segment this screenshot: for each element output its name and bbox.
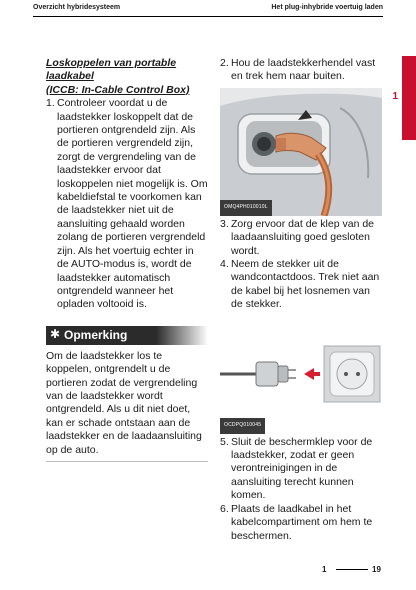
step-4	[220, 258, 382, 312]
chapter-tab	[402, 56, 416, 140]
step-2-number: 2.	[220, 57, 229, 69]
figure-wall-socket	[220, 318, 382, 434]
step-2-text: Hou de laadstekkerhendel vast en trek hem naar buiten.	[231, 57, 376, 83]
step-5-text: Sluit de beschermklep voor de laadstekker, zodat er geen verontreinigingen in de aansluiting terecht kunnen komen.	[231, 435, 373, 502]
note-divider	[46, 461, 208, 462]
step-6-number: 6.	[220, 502, 229, 515]
chapter-tab-number: 1	[392, 91, 398, 102]
step-3-number: 3.	[220, 217, 229, 230]
figure-1-code: OMQ4PH010010L	[220, 200, 272, 215]
section-title	[46, 57, 208, 97]
figure-unplug-charger	[220, 88, 382, 216]
step-3	[220, 218, 382, 258]
header-chapter-title: Het plug-inhybride voertuig laden	[271, 4, 383, 11]
step-4-number: 4.	[220, 258, 229, 271]
section-title-line1: Loskoppelen van portable laadkabel	[46, 57, 177, 83]
note-text: Om de laadstekker los te koppelen, ontgrendelt u de portieren zodat de vergrendeling van de laadstekker wordt ontgrendeld. Als u dit niet doet, kan er schade ontstaan aan de laadstekker en de laadaansluiting op de auto.	[46, 349, 202, 456]
footer-page-number: 19	[372, 565, 381, 574]
plug-and-socket-illustration	[220, 318, 382, 434]
step-5	[220, 436, 382, 503]
note-header	[46, 326, 208, 345]
step-2	[220, 57, 382, 84]
step-4-text: Neem de stekker uit de wandcontactdoos. Trek niet aan de kabel bij het losnemen van de stekker.	[231, 258, 380, 311]
left-column	[46, 57, 208, 462]
charging-port-illustration	[220, 88, 382, 216]
step-1	[46, 97, 208, 312]
section-title-line2: (ICCB: In-Cable Control Box)	[46, 83, 190, 96]
step-1-number: 1.	[46, 97, 55, 110]
step-3-text: Zorg ervoor dat de klep van de laadaansluiting goed gesloten wordt.	[231, 217, 375, 257]
step-6	[220, 503, 382, 543]
page-header	[33, 0, 383, 17]
step-6-text: Plaats de laadkabel in het kabelcompartiment om hem te beschermen.	[231, 502, 373, 542]
asterisk-icon: ✱	[50, 326, 61, 341]
right-column	[220, 57, 382, 543]
step-1-text: Controleer voordat u de laadstekker loskoppelt dat de portieren ontgrendeld zijn. Als de portieren vergrendeld zijn, zorgt de vergrendeling van de laadstekker ervoor dat loskoppelen niet mogelijk is. Om kabeldiefstal te voorkomen kan de laadstekker niet uit de aansluiting gehaald worden zolang de portieren vergrendeld zijn. Als het voertuig echter in de AUTO-modus is, wordt de laadstekker automatisch ontgrendeld wanneer het opladen voltooid is.	[57, 97, 208, 311]
footer-divider	[336, 569, 368, 570]
header-section-title: Overzicht hybridesysteem	[33, 4, 121, 11]
note-label: Opmerking	[64, 327, 128, 342]
step-5-number: 5.	[220, 435, 229, 448]
footer-chapter-number: 1	[322, 565, 327, 574]
figure-2-code: OCDPQ010045	[220, 418, 265, 433]
